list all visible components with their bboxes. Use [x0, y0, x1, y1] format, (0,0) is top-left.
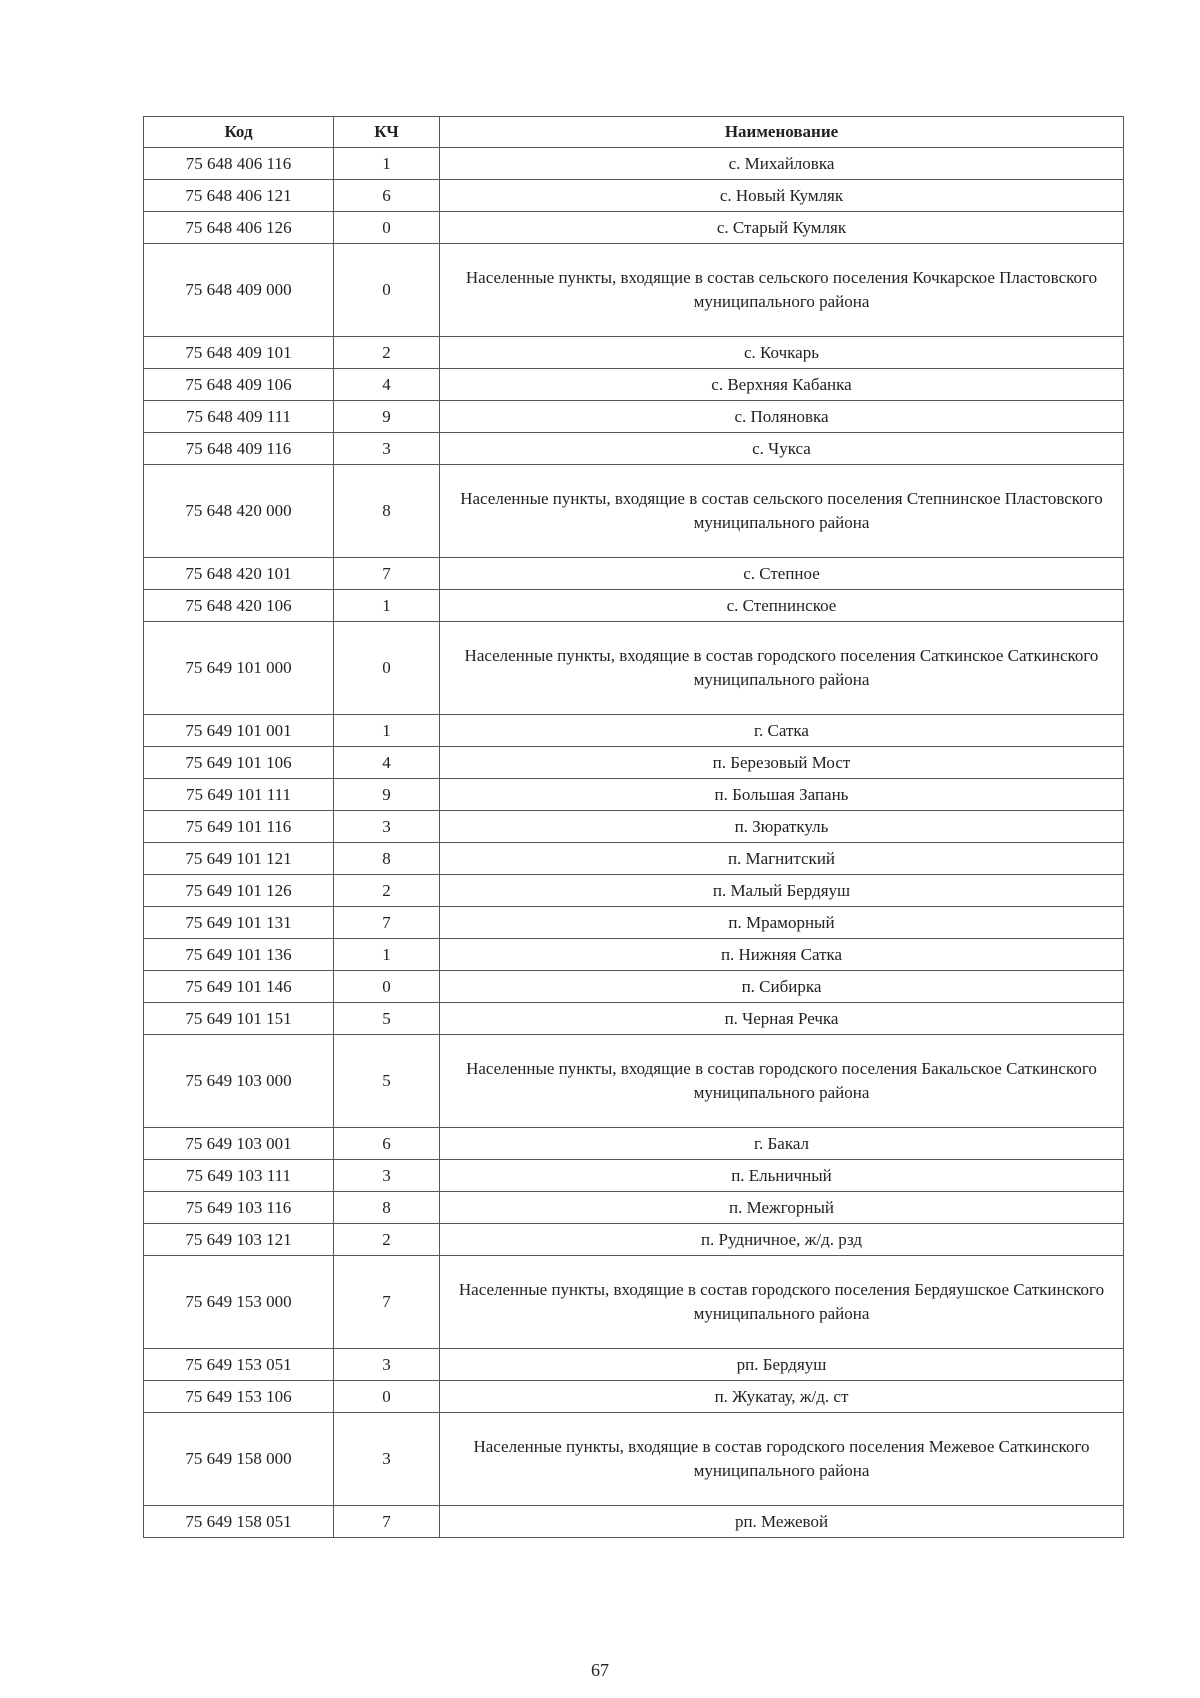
cell-kch: 7 [334, 558, 440, 590]
cell-code: 75 648 420 000 [144, 465, 334, 558]
table-row [144, 875, 1124, 907]
cell-kch: 9 [334, 779, 440, 811]
cell-kch: 8 [334, 465, 440, 558]
cell-name: с. Чукса [440, 433, 1124, 465]
cell-code: 75 649 153 000 [144, 1256, 334, 1349]
cell-code: 75 649 101 001 [144, 715, 334, 747]
table-row [144, 1413, 1124, 1506]
table-row [144, 401, 1124, 433]
table-row [144, 558, 1124, 590]
cell-kch: 0 [334, 212, 440, 244]
cell-kch: 5 [334, 1035, 440, 1128]
cell-name: с. Кочкарь [440, 337, 1124, 369]
cell-kch: 3 [334, 1413, 440, 1506]
cell-name: г. Сатка [440, 715, 1124, 747]
cell-code: 75 648 409 106 [144, 369, 334, 401]
cell-name: п. Сибирка [440, 971, 1124, 1003]
cell-name: с. Старый Кумляк [440, 212, 1124, 244]
cell-name: Населенные пункты, входящие в состав городского поселения Бердяушское Саткинского муниципального района [440, 1256, 1124, 1349]
cell-code: 75 649 101 106 [144, 747, 334, 779]
cell-name: с. Степное [440, 558, 1124, 590]
header-code: Код [144, 117, 334, 148]
cell-kch: 4 [334, 747, 440, 779]
cell-code: 75 648 420 101 [144, 558, 334, 590]
table-row [144, 1256, 1124, 1349]
cell-kch: 2 [334, 337, 440, 369]
cell-kch: 1 [334, 148, 440, 180]
cell-code: 75 649 153 106 [144, 1381, 334, 1413]
cell-code: 75 648 406 121 [144, 180, 334, 212]
cell-name: с. Поляновка [440, 401, 1124, 433]
table-header-row [144, 117, 1124, 148]
cell-name: рп. Бердяуш [440, 1349, 1124, 1381]
cell-name: п. Черная Речка [440, 1003, 1124, 1035]
cell-name: п. Большая Запань [440, 779, 1124, 811]
cell-name: п. Нижняя Сатка [440, 939, 1124, 971]
table-row [144, 1128, 1124, 1160]
cell-name: с. Степнинское [440, 590, 1124, 622]
table-row [144, 843, 1124, 875]
table-row [144, 939, 1124, 971]
cell-kch: 5 [334, 1003, 440, 1035]
table-row [144, 465, 1124, 558]
table-row [144, 622, 1124, 715]
table-row [144, 244, 1124, 337]
cell-kch: 2 [334, 875, 440, 907]
cell-code: 75 649 153 051 [144, 1349, 334, 1381]
table-row [144, 1192, 1124, 1224]
cell-kch: 0 [334, 622, 440, 715]
table-row [144, 811, 1124, 843]
cell-code: 75 649 103 111 [144, 1160, 334, 1192]
cell-name: п. Межгорный [440, 1192, 1124, 1224]
cell-name: с. Верхняя Кабанка [440, 369, 1124, 401]
cell-kch: 0 [334, 244, 440, 337]
cell-code: 75 649 101 126 [144, 875, 334, 907]
table-row [144, 1224, 1124, 1256]
cell-kch: 7 [334, 1256, 440, 1349]
settlements-table [143, 116, 1124, 1538]
table-row [144, 779, 1124, 811]
table-row [144, 180, 1124, 212]
cell-code: 75 648 409 116 [144, 433, 334, 465]
cell-code: 75 649 103 001 [144, 1128, 334, 1160]
cell-name: п. Березовый Мост [440, 747, 1124, 779]
table-row [144, 1003, 1124, 1035]
cell-name: п. Жукатау, ж/д. ст [440, 1381, 1124, 1413]
table-row [144, 148, 1124, 180]
table-row [144, 1349, 1124, 1381]
cell-code: 75 648 409 111 [144, 401, 334, 433]
cell-code: 75 648 406 126 [144, 212, 334, 244]
cell-name: с. Новый Кумляк [440, 180, 1124, 212]
table-row [144, 971, 1124, 1003]
table-row [144, 212, 1124, 244]
header-name: Наименование [440, 117, 1124, 148]
cell-code: 75 649 101 116 [144, 811, 334, 843]
cell-name: рп. Межевой [440, 1506, 1124, 1538]
cell-code: 75 649 101 146 [144, 971, 334, 1003]
header-kch: КЧ [334, 117, 440, 148]
cell-code: 75 649 101 131 [144, 907, 334, 939]
cell-kch: 9 [334, 401, 440, 433]
cell-name: п. Ельничный [440, 1160, 1124, 1192]
cell-code: 75 649 101 151 [144, 1003, 334, 1035]
cell-code: 75 648 409 101 [144, 337, 334, 369]
page-number: 67 [591, 1660, 609, 1680]
cell-kch: 2 [334, 1224, 440, 1256]
cell-kch: 6 [334, 180, 440, 212]
table-row [144, 1160, 1124, 1192]
cell-name: п. Рудничное, ж/д. рзд [440, 1224, 1124, 1256]
cell-kch: 8 [334, 843, 440, 875]
cell-name: п. Зюраткуль [440, 811, 1124, 843]
cell-kch: 0 [334, 1381, 440, 1413]
cell-kch: 1 [334, 715, 440, 747]
table-row [144, 1381, 1124, 1413]
cell-name: Населенные пункты, входящие в состав городского поселения Бакальское Саткинского муниципального района [440, 1035, 1124, 1128]
cell-code: 75 649 101 000 [144, 622, 334, 715]
cell-kch: 7 [334, 1506, 440, 1538]
table-row [144, 1506, 1124, 1538]
cell-name: Населенные пункты, входящие в состав городского поселения Саткинское Саткинского муниципального района [440, 622, 1124, 715]
cell-kch: 3 [334, 811, 440, 843]
cell-code: 75 648 406 116 [144, 148, 334, 180]
cell-code: 75 648 420 106 [144, 590, 334, 622]
table-row [144, 715, 1124, 747]
cell-name: г. Бакал [440, 1128, 1124, 1160]
cell-name: с. Михайловка [440, 148, 1124, 180]
table-row [144, 433, 1124, 465]
cell-code: 75 649 158 000 [144, 1413, 334, 1506]
cell-code: 75 649 101 136 [144, 939, 334, 971]
cell-name: Населенные пункты, входящие в состав сельского поселения Кочкарское Пластовского муниципального района [440, 244, 1124, 337]
cell-kch: 3 [334, 1160, 440, 1192]
cell-name: п. Малый Бердяуш [440, 875, 1124, 907]
cell-code: 75 649 103 121 [144, 1224, 334, 1256]
cell-name: Населенные пункты, входящие в состав сельского поселения Степнинское Пластовского муниципального района [440, 465, 1124, 558]
cell-kch: 6 [334, 1128, 440, 1160]
table-row [144, 590, 1124, 622]
cell-code: 75 649 103 116 [144, 1192, 334, 1224]
table-body [144, 148, 1124, 1538]
cell-code: 75 648 409 000 [144, 244, 334, 337]
cell-code: 75 649 158 051 [144, 1506, 334, 1538]
table-row [144, 1035, 1124, 1128]
cell-name: п. Магнитский [440, 843, 1124, 875]
cell-name: Населенные пункты, входящие в состав городского поселения Межевое Саткинского муниципального района [440, 1413, 1124, 1506]
table-row [144, 337, 1124, 369]
cell-kch: 4 [334, 369, 440, 401]
table-row [144, 369, 1124, 401]
cell-kch: 3 [334, 1349, 440, 1381]
cell-kch: 8 [334, 1192, 440, 1224]
cell-kch: 0 [334, 971, 440, 1003]
cell-kch: 3 [334, 433, 440, 465]
cell-code: 75 649 103 000 [144, 1035, 334, 1128]
table-row [144, 747, 1124, 779]
cell-code: 75 649 101 121 [144, 843, 334, 875]
table-row [144, 907, 1124, 939]
cell-kch: 1 [334, 939, 440, 971]
table-header [144, 117, 1124, 148]
cell-code: 75 649 101 111 [144, 779, 334, 811]
cell-kch: 7 [334, 907, 440, 939]
cell-kch: 1 [334, 590, 440, 622]
cell-name: п. Мраморный [440, 907, 1124, 939]
